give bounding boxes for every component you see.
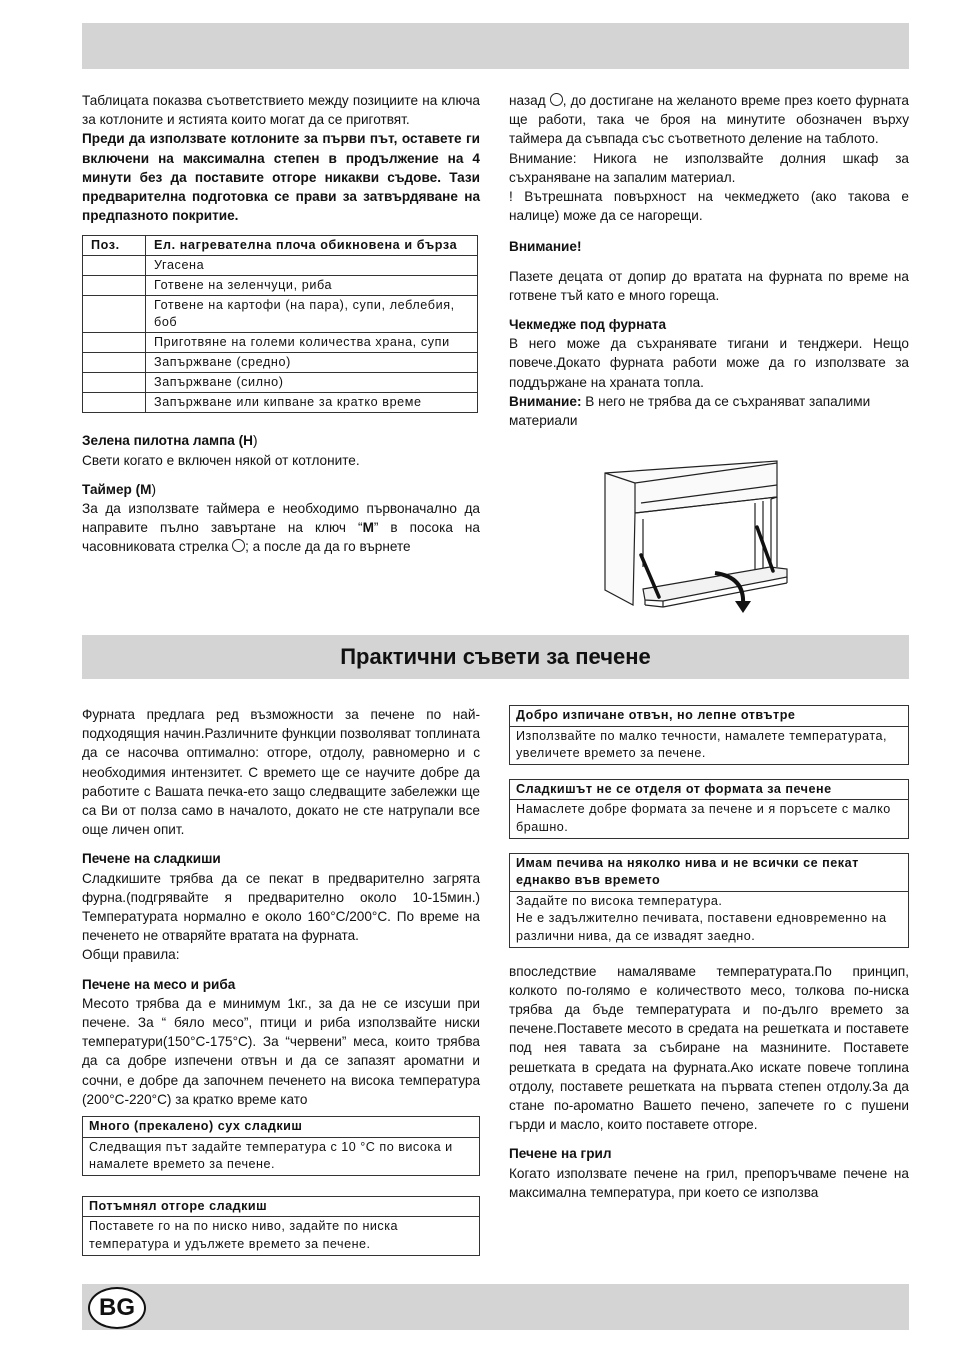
clockwise-circle-icon — [232, 539, 245, 552]
grill-heading: Печене на грил — [509, 1146, 612, 1162]
drawer-heading: Чекмедже под фурната — [509, 317, 667, 333]
cakes-heading: Печене на сладкиши — [82, 851, 221, 867]
baking-intro-text: Фурната предлага ред възможности за печене по най-подходящия начин.Различните функции позволяват топлината да се насочва оптимално: отгоре, отдолу, равномерно и с необходимия интензитет. С времето ще се научите добре да работите с Вашата печка-ето защо следващите забележки ще са Ви от полза само в началото, докато не сте натрупали все още личен опит. — [82, 707, 480, 838]
intro-bold-text: Преди да използвате котлоните за първи път, оставете ги включени на максимална степен в продължение на 4 минути без да поставите отгоре никакви съдове. Тази предварителна подготовка се прави за затвърдяване на предпазното покритие. — [82, 131, 480, 224]
tip-text: Задайте по висока температура. Не е задължително печивата, поставени едновременно на различни нива, да се извадят заедно. — [516, 893, 887, 943]
table-row — [83, 296, 478, 333]
counterclockwise-circle-icon — [550, 93, 563, 106]
tip-text: Поставете го на по ниско ниво, задайте по ниска температура и удължете времето за печене. — [89, 1219, 399, 1252]
timer-text: За да използвате таймера е необходимо първоначално да направите пълно завъртане на ключ “M” в посока на часовниковата стрелка ; а после да да го върнете — [82, 501, 480, 555]
table-row — [83, 276, 478, 296]
cabinet-warning-text: Внимание: Никога не използвайте долния шкаф за съхраняване на запалим материал. — [509, 150, 909, 185]
drawer-text: В него може да съхранявате тигани и тенджери. Нещо повече.Докато фурната работи може да го използвате за поддържане на храната топла. — [509, 336, 909, 390]
tip-title: Имам печива на няколко нива и не всички се пекат еднакво във времето — [510, 854, 908, 892]
table-cell: Запържване или кипване за кратко време — [146, 393, 478, 413]
tip-text: Намаслете добре формата за печене и я поръсете с малко брашно. — [516, 802, 891, 834]
table-cell: Приготвяне на големи количества храна, супи — [146, 333, 478, 353]
tip-box — [509, 853, 909, 948]
table-cell: Запържване (средно) — [146, 353, 478, 373]
tip-box — [82, 1196, 480, 1256]
top-right-column — [509, 91, 909, 430]
meat-heading: Печене на месо и риба — [82, 976, 236, 992]
hob-positions-table — [82, 235, 478, 413]
table-cell: Готвене на картофи (на пара), супи, леблебия, боб — [146, 296, 478, 333]
tip-box — [509, 705, 909, 765]
table-header-position: Поз. — [83, 236, 146, 256]
bottom-left-column — [82, 705, 480, 1266]
tip-text: Използвайте по малко течности, намалете температурата, увеличете времето за печене. — [516, 728, 887, 761]
table-row — [83, 353, 478, 373]
drawer-surface-warning-text: ! Вътрешната повърхност на чекмеджето (ако такова е налице) може да се нагорещи. — [509, 189, 909, 224]
tip-title: Добро изпичане отвън, но лепне отвътре — [510, 706, 908, 727]
attention-heading: Внимание! — [509, 239, 582, 255]
table-row — [83, 256, 478, 276]
timer-text-continued: назад , до достигане на желаното време през което фурната ще работи, така че броя на минутите обозначен върху таймера да съвпада със съответното деление на таблото. — [509, 93, 909, 147]
drawer-warning: Внимание: В него не трябва да се съхраняват запалими материали — [509, 393, 871, 429]
table-row — [83, 333, 478, 353]
bottom-right-column — [509, 705, 909, 1202]
tip-title: Потъмнял отгоре сладкиш — [83, 1197, 479, 1218]
cakes-text: Сладкишите трябва да се пекат в предварително загрята фурна.(подгрявайте я предварително около 10-15мин.) Температурата нормално е около 160°C/200°C. По време на печенето не отваряйте вратата на фурната. — [82, 870, 480, 944]
tip-box — [82, 1116, 480, 1176]
table-header-row — [83, 236, 478, 256]
tip-text: Следващия път задайте температура с 10 °C по висока и намалете времето за печене. — [89, 1139, 453, 1172]
oven-drawer-illustration — [595, 455, 795, 620]
header-bar — [82, 23, 909, 69]
tip-title: Много (прекалено) сух сладкиш — [83, 1117, 479, 1138]
timer-heading: Таймер (M) — [82, 481, 156, 497]
language-badge-text: BG — [99, 1294, 135, 1321]
green-lamp-text: Свети когато е включен някой от котлоните. — [82, 452, 360, 468]
green-lamp-heading: Зелена пилотна лампа (H) — [82, 433, 258, 449]
tip-box — [509, 779, 909, 839]
table-cell: Запържване (силно) — [146, 373, 478, 393]
tip-title: Сладкишът не се отделя от формата за печене — [510, 780, 908, 801]
attention-text: Пазете децата от допир до вратата на фурната по време на готвене тъй като е много гореща. — [509, 268, 909, 303]
section-title: Практични съвети за печене — [82, 635, 909, 679]
top-left-column — [82, 91, 480, 557]
intro-text: Таблицата показва съответствието между позициите на ключа за котлоните и ястията които могат да се приготвят. — [82, 93, 480, 128]
meat-text: Месото трябва да е минимум 1кг., за да не се изсуши при печене. За “ бяло месо”, птици и риба използвайте ниски температури(150°C-175°C). За “червени” меса, които трябва да са добре изпечени отвън и да се запазят ароматни и сочни, е добре да започнем печенето на висока температура (200°C-220°C) за кратко време като — [82, 995, 480, 1107]
footer-bar — [82, 1284, 909, 1330]
language-badge — [88, 1287, 146, 1329]
table-cell: Готвене на зеленчуци, риба — [146, 276, 478, 296]
grill-text: Когато използвате печене на грил, препоръчваме печене на максимална температура, при което се използва — [509, 1165, 909, 1200]
table-cell: Угасена — [146, 256, 478, 276]
meat-text-continued: впоследствие намаляваме температурата.По принцип, колкото по-голямо е количеството месо, толкова по-ниска трябва да бъде температурата и по-дълго времето за печене.Поставете месото в средата на решетката и поставете под нея тавата за събиране на мазнините. Поставете решетката в средата на фурната.Ако искате повече топлина отдолу, поставете решетката на първата степен отдолу.За да стане по-ароматно Вашето печено, запечете го с пушени гърди и масло, които поставете отгоре. — [509, 963, 909, 1133]
cakes-general-rules: Общи правила: — [82, 947, 180, 963]
table-header-plate: Ел. нагревателна плоча обикновена и бърза — [146, 236, 478, 256]
table-row — [83, 373, 478, 393]
table-row — [83, 393, 478, 413]
